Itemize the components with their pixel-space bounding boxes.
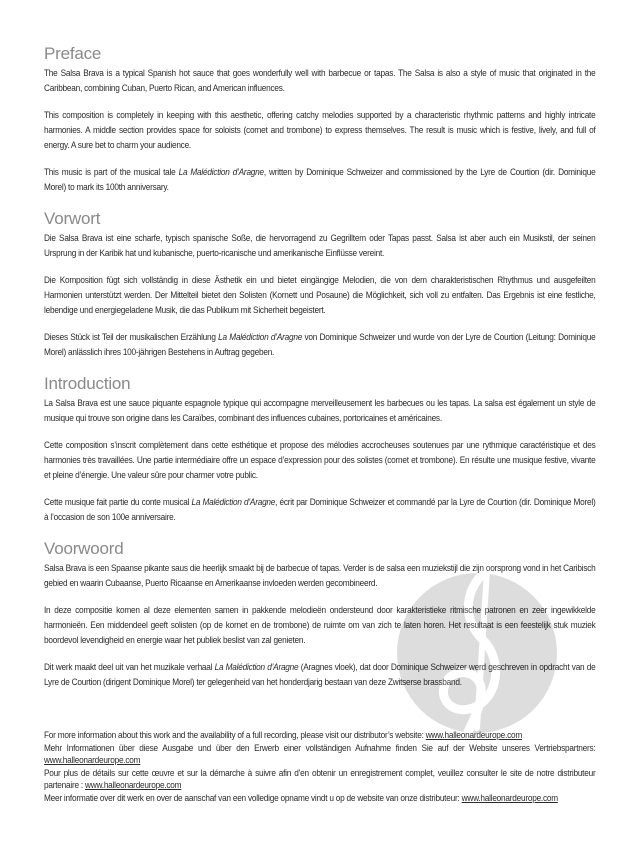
section-heading: Vorwort	[44, 209, 101, 228]
distributor-link[interactable]: www.halleonardeurope.com	[44, 755, 141, 765]
paragraph: Salsa Brava is een Spaanse pikante saus die heerlijk smaakt bij de barbecue of tapas. Verder is de salsa een muziekstijl die zijn oorsprong vond in het Caribisch gebied en waarin Cubaanse, Puerto Ricaanse en Amerikaanse invloeden werden gecombineerd.	[44, 563, 596, 588]
document-body	[44, 44, 596, 704]
distributor-info	[44, 729, 596, 804]
paragraph: In deze compositie komen al deze elementen samen in pakkende melodieën ondersteund door karakteristieke ritmische patronen en zeer ingewikkelde harmonieën. Een middendeel geeft solisten (op de kornet en de trombone) de ruimte om van zich te laten horen. Het resultaat is een feestelijk stuk muziek boordevol levendigheid en energie waar het publiek beslist van zal genieten.	[44, 605, 596, 645]
footer-line-fr: Pour plus de détails sur cette œuvre et sur la démarche à suivre afin d’en obtenir un enregistrement complet, veuillez consulter le site de notre distributeur partenaire : www.halleonardeurope.com	[44, 767, 596, 790]
work-title: La Malédiction d’Aragne	[214, 662, 299, 672]
paragraph: This music is part of the musical tale La Malédiction d’Aragne, written by Dominique Schweizer and commissioned by the Lyre de Courtion (dir. Dominique Morel) to mark its 100th anniversary.	[44, 167, 596, 192]
paragraph: Dit werk maakt deel uit van het muzikale verhaal La Malédiction d’Aragne (Aragnes vloek), dat door Dominique Schweizer werd geschreven in opdracht van de Lyre de Courtion (dirigent Dominique Morel) ter gelegenheid van het honderdjarig bestaan van deze Zwitserse brassband.	[44, 662, 596, 687]
paragraph: The Salsa Brava is a typical Spanish hot sauce that goes wonderfully well with barbecue or tapas. The Salsa is also a style of music that originated in the Caribbean, combining Cuban, Puerto Rican, and American influences.	[44, 68, 596, 93]
distributor-link[interactable]: www.halleonardeurope.com	[85, 780, 182, 790]
section-vorwort	[44, 209, 596, 360]
footer-line-nl: Meer informatie over dit werk en over de aanschaf van een volledige opname vindt u op de website van onze distributeur: www.halleonardeurope.com	[44, 792, 558, 803]
footer-line-en: For more information about this work and the availability of a full recording, please visit our distributor’s website: www.halleonardeurope.com	[44, 730, 522, 740]
section-introduction	[44, 374, 596, 525]
footer-line-de: Mehr Informationen über diese Ausgabe und über den Erwerb einer vollständigen Aufnahme finden Sie auf der Website unseres Vertriebspartners: www.halleonardeurope.com	[44, 742, 596, 765]
paragraph: La Salsa Brava est une sauce piquante espagnole typique qui accompagne merveilleusement les barbecues ou les tapas. La salsa est également un style de musique qui trouve son origine dans les Caraïbes, combinant des influences cubaines, portoricaines et américaines.	[44, 398, 596, 423]
section-preface	[44, 44, 596, 195]
section-heading: Introduction	[44, 374, 131, 393]
distributor-link[interactable]: www.halleonardeurope.com	[425, 730, 522, 740]
section-voorwoord	[44, 539, 596, 690]
paragraph: Die Salsa Brava ist eine scharfe, typisch spanische Soße, die hervorragend zu Gegrilltem oder Tapas passt. Salsa ist aber auch ein Musikstil, der seinen Ursprung in der Karibik hat und kubanische, puerto-ricanische und amerikanische Einflüsse vereint.	[44, 233, 596, 258]
section-heading: Preface	[44, 44, 102, 63]
work-title: La Malédiction d’Aragne	[218, 332, 303, 342]
section-heading: Voorwoord	[44, 539, 124, 558]
paragraph: This composition is completely in keeping with this aesthetic, offering catchy melodies supported by a characteristic rhythmic patterns and highly intricate harmonies. A middle section provides space for soloists (cornet and trombone) to express themselves. The result is music which is festive, lively, and full of energy. A sure bet to charm your audience.	[44, 110, 596, 150]
paragraph: Cette composition s’inscrit complètement dans cette esthétique et propose des mélodies accrocheuses soutenues par une rythmique caractéristique et des harmonies très travaillées. Une partie intermédiaire offre un espace d’expression pour des solistes (cornet et trombone). En résulte une musique festive, vivante et pleine d’énergie. Une valeur sûre pour charmer votre public.	[44, 440, 596, 480]
paragraph: Die Komposition fügt sich vollständig in diese Ästhetik ein und bietet eingängige Melodien, die von dem charakteristischen Rhythmus und ausgefeilten Harmonien unterstützt werden. Der Mittelteil bietet den Solisten (Kornett und Posaune) die Möglichkeit, sich voll zu entfalten. Das Ergebnis ist eine festliche, lebendige und energiegeladene Musik, die das Publikum mit Sicherheit begeistert.	[44, 275, 596, 315]
work-title: La Malédiction d’Aragne	[191, 497, 276, 507]
paragraph: Cette musique fait partie du conte musical La Malédiction d’Aragne, écrit par Dominique Schweizer et commandé par la Lyre de Courtion (dir. Dominique Morel) à l’occasion de son 100e anniversaire.	[44, 497, 596, 522]
paragraph: Dieses Stück ist Teil der musikalischen Erzählung La Malédiction d’Aragne von Dominique Schweizer und wurde von der Lyre de Courtion (Leitung: Dominique Morel) anlässlich ihres 100-jährigen Bestehens in Auftrag gegeben.	[44, 332, 596, 357]
work-title: La Malédiction d’Aragne	[178, 167, 264, 177]
distributor-link[interactable]: www.halleonardeurope.com	[461, 792, 558, 803]
